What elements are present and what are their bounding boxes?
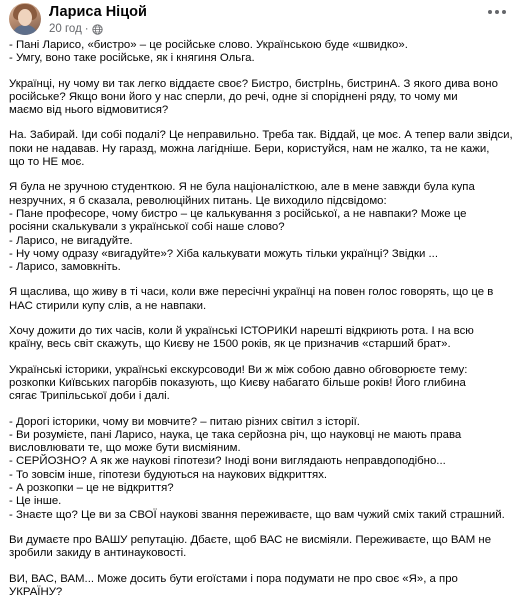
text-line: - Ларисо, замовкніть.: [9, 261, 121, 274]
post-paragraph: [9, 325, 508, 352]
text-line: Я була не зручною студенткою. Я не була націоналісткою, але в мене завжди була купа: [9, 181, 475, 194]
post-meta: [49, 3, 508, 35]
text-line: сягає Трипільської доби і далі.: [9, 390, 170, 403]
text-line: Я щаслива, що живу в ті часи, коли вже пересічні українці на повен голос говорять, що це в: [9, 286, 494, 299]
post-paragraph: [9, 129, 513, 169]
text-line: Ви думаєте про ВАШУ репутацію. Дбаєте, щоб ВАС не висміяли. Переживаєте, що ВАМ не: [9, 533, 492, 546]
post-paragraph: [9, 534, 508, 561]
text-line: поки не надавав. Ну гаразд, можна лагідніше. Бери, користуйся, нам не жалко, та не кажи,: [9, 142, 490, 155]
post-time[interactable]: 20 год: [49, 22, 82, 35]
post-paragraph: [9, 181, 508, 274]
text-line: російське? Якщо вони його у нас сперли, до речі, одне зі споріднені ряду, то чому ми: [9, 90, 458, 103]
text-line: розкопки Київських пагорбів показують, що Києву набагато більше років! Його глибина: [9, 376, 466, 389]
separator-dot: ·: [84, 22, 89, 35]
text-line: Українці, ну чому ви так легко віддаєте своє? Бистро, бистрІнь, бистринА. З якого дива воно: [9, 77, 498, 90]
text-line: - Пане професоре, чому бистро – це калькування з російської, а не навпаки? Може це: [9, 207, 467, 220]
text-line: - СЕРЙОЗНО? А як же наукові гіпотези? Іноді вони виглядають неправдоподібно...: [9, 455, 446, 468]
text-line: На. Забирай. Іди собі подалі? Це неправильно. Треба так. Віддай, це моє. А тепер вали звідси,: [9, 129, 513, 142]
text-line: НАС стирили купу слів, а не навпаки.: [9, 299, 207, 312]
text-line: - Пані Ларисо, «бистро» – це російське слово. Українською буде «швидко».: [9, 39, 408, 51]
text-line: - Дорогі історики, чому ви мовчите? – питаю різних світил з історії.: [9, 415, 360, 428]
post-paragraph: [9, 39, 508, 66]
text-line: - Це інше.: [9, 495, 62, 508]
post-paragraph: [9, 364, 508, 404]
post-paragraph: [9, 416, 508, 522]
text-line: - Ларисо, не вигадуйте.: [9, 234, 133, 247]
text-line: країну, весь світ скажуть, що Києву не 1500 років, як це призначив «старший брат».: [9, 338, 451, 351]
text-line: ВИ, ВАС, ВАМ... Може досить бути егоїстами і пора подумати не про своє «Я», а про: [9, 572, 458, 585]
post-header: [9, 3, 508, 39]
text-line: - Ви розумієте, пані Ларисо, наука, це така серйозна річ, що науковці не мають права: [9, 428, 462, 441]
text-line: росіяни скалькували з української собі наше слово?: [9, 221, 285, 234]
text-line: маємо від нього відмовитися?: [9, 104, 169, 117]
text-line: - Ну чому одразу «вигадуйте»? Хіба калькувати можуть тільки українці? Звідки ...: [9, 247, 439, 260]
text-line: - Знаєте що? Це ви за СВОЇ наукові звання переживаєте, що вам чужий сміх такий страшний.: [9, 508, 505, 521]
text-line: Хочу дожити до тих часів, коли й українські ІСТОРИКИ нарешті відкриють рота. І на всю: [9, 325, 474, 338]
globe-icon: [92, 24, 103, 35]
author-avatar[interactable]: [9, 3, 41, 35]
post-paragraph: [9, 78, 508, 118]
text-line: Українські історики, українські екскурсоводи! Ви ж між собою давно обговорюєте тему:: [9, 363, 468, 376]
author-name[interactable]: Лариса Ніцой: [49, 4, 147, 20]
text-line: що то НЕ моє.: [9, 156, 85, 169]
post-paragraph: [9, 286, 508, 313]
post-text: [9, 39, 513, 599]
post-subline: [49, 24, 508, 36]
text-line: висловлювати те, що може бути висміяним.: [9, 442, 241, 455]
text-line: - Умгу, воно таке російське, як і княгиня Ольга.: [9, 52, 255, 65]
text-line: незручних, я б сказала, революційних питань. Це виходило підсвідомо:: [9, 194, 387, 207]
text-line: УКРАЇНУ?: [9, 585, 63, 598]
text-line: - То зовсім інше, гіпотези будуються на наукових відкриттях.: [9, 468, 328, 481]
post-paragraph: [9, 573, 508, 600]
more-options-icon[interactable]: [488, 10, 506, 14]
text-line: - А розкопки – це не відкриття?: [9, 482, 174, 495]
text-line: зробили закиду в антинауковості.: [9, 547, 187, 560]
